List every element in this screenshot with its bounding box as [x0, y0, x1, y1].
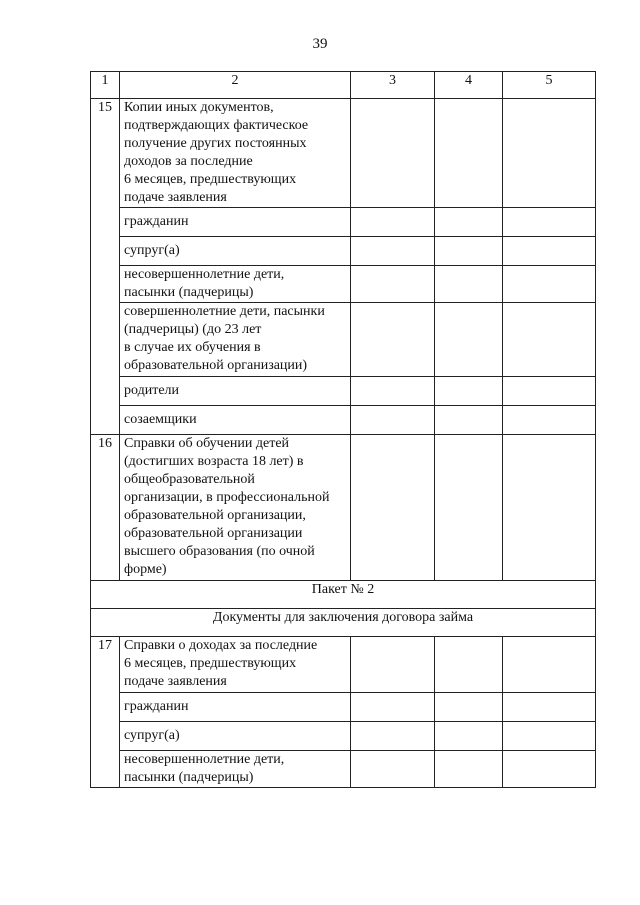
table-row [91, 99, 596, 208]
subrow-label: супруг(а) [120, 237, 351, 266]
row-number: 17 [91, 637, 120, 788]
table-subrow [91, 751, 596, 788]
subrow-label: гражданин [120, 693, 351, 722]
table-subrow [91, 406, 596, 435]
header-row [91, 72, 596, 99]
row-number: 16 [91, 435, 120, 581]
page-number: 39 [312, 36, 328, 52]
table-subrow [91, 722, 596, 751]
table-subrow [91, 377, 596, 406]
col-header-3: 3 [351, 72, 435, 99]
table-subrow [91, 693, 596, 722]
col-header-5: 5 [503, 72, 596, 99]
col-header-4: 4 [435, 72, 503, 99]
table-row [91, 435, 596, 581]
section-heading: Документы для заключения договора займа [91, 609, 596, 637]
col-header-2: 2 [120, 72, 351, 99]
table-row [91, 637, 596, 693]
documents-table [90, 71, 596, 788]
subrow-label: несовершеннолетние дети, пасынки (падчерицы) [120, 751, 351, 788]
subrow-label: супруг(а) [120, 722, 351, 751]
col-header-1: 1 [91, 72, 120, 99]
row-description: Справки об обучении детей (достигших возраста 18 лет) в общеобразовательной организации, в профессиональной образовательной организации, образовательной организации высшего образования (по очной форме) [120, 435, 351, 581]
packet-heading: Пакет № 2 [91, 581, 596, 609]
cell-col4 [435, 99, 503, 208]
table-subrow [91, 237, 596, 266]
row-number: 15 [91, 99, 120, 435]
table-subrow [91, 208, 596, 237]
cell-col5 [503, 99, 596, 208]
subrow-label: созаемщики [120, 406, 351, 435]
subrow-label: совершеннолетние дети, пасынки (падчерицы) (до 23 лет в случае их обучения в образовательной организации) [120, 303, 351, 377]
cell-col3 [351, 99, 435, 208]
table-subrow [91, 303, 596, 377]
subrow-label: несовершеннолетние дети, пасынки (падчерицы) [120, 266, 351, 303]
table-subrow [91, 266, 596, 303]
subrow-label: гражданин [120, 208, 351, 237]
row-description: Справки о доходах за последние 6 месяцев, предшествующих подаче заявления [120, 637, 351, 693]
subrow-label: родители [120, 377, 351, 406]
row-description: Копии иных документов, подтверждающих фактическое получение других постоянных доходов за последние 6 месяцев, предшествующих подаче заявления [120, 99, 351, 208]
section-row [91, 581, 596, 609]
section-row [91, 609, 596, 637]
